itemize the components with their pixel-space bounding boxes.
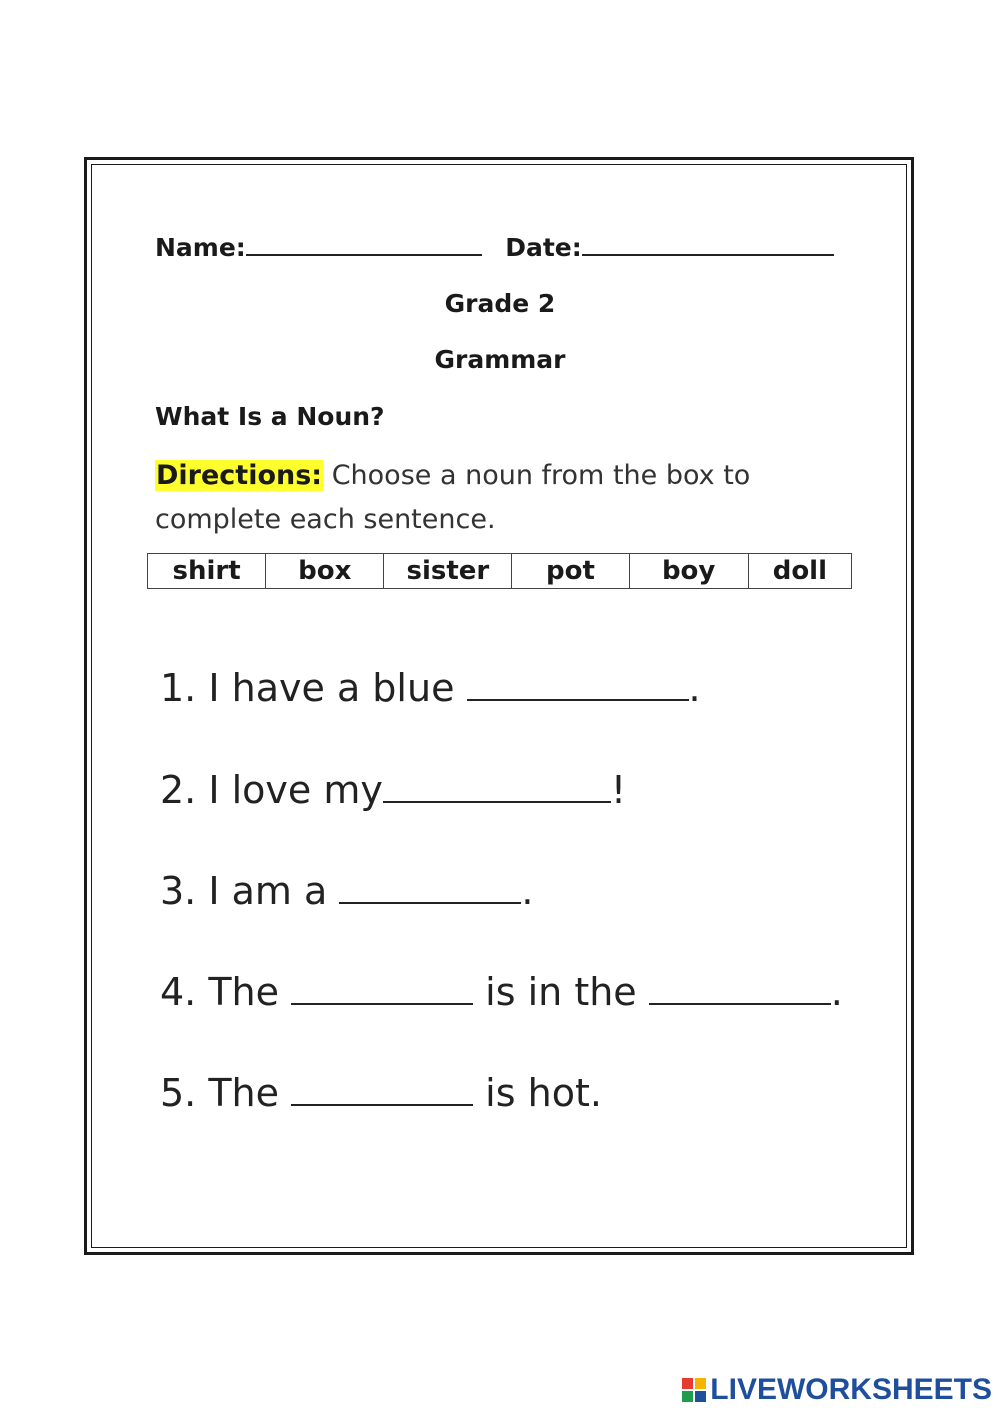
word-bank-item: boy: [630, 554, 749, 588]
sentence-text: 1. I have a blue: [160, 666, 467, 710]
date-label: Date:: [505, 233, 582, 262]
sentence-1: [160, 666, 701, 710]
subject-title: Grammar: [434, 345, 566, 374]
logo-square: [682, 1378, 693, 1389]
sentence-5: [160, 1071, 602, 1115]
sentence-text: 3. I am a: [160, 869, 340, 913]
topic-heading: What Is a Noun?: [155, 402, 385, 431]
answer-blank-3[interactable]: [339, 872, 521, 904]
name-label: Name:: [155, 233, 246, 262]
liveworksheets-logo[interactable]: [682, 1373, 992, 1407]
liveworksheets-logo-icon: [682, 1378, 706, 1402]
sentence-text: 2. I love my: [160, 768, 383, 812]
sentence-text: is hot.: [473, 1071, 602, 1115]
sentence-text: .: [830, 970, 843, 1014]
directions: [155, 454, 835, 542]
answer-blank-2[interactable]: [383, 771, 611, 803]
word-bank-item: box: [266, 554, 384, 588]
directions-label: Directions:: [156, 460, 323, 491]
sentence-text: .: [521, 869, 534, 913]
directions-text: Choose a noun from the box to complete each sentence.: [155, 460, 751, 535]
sentence-text: 4. The: [160, 970, 292, 1014]
word-bank-item: shirt: [148, 554, 266, 588]
word-bank: [147, 553, 852, 589]
brand-text: LIVEWORKSHEETS: [710, 1373, 992, 1406]
name-date-row: [155, 232, 834, 262]
sentence-text: 5. The: [160, 1071, 292, 1115]
date-field[interactable]: [582, 232, 834, 256]
sentence-text: is in the: [473, 970, 649, 1014]
sentence-text: .: [688, 666, 701, 710]
sentence-3: [160, 869, 533, 913]
answer-blank-4a[interactable]: [291, 973, 473, 1005]
word-bank-item: doll: [772, 556, 828, 586]
sentence-text: !: [610, 768, 627, 812]
logo-square: [682, 1391, 693, 1402]
word-bank-item: pot: [512, 554, 629, 588]
answer-blank-1[interactable]: [467, 669, 689, 701]
answer-blank-5[interactable]: [291, 1074, 473, 1106]
logo-square: [695, 1391, 706, 1402]
answer-blank-4b[interactable]: [649, 973, 831, 1005]
logo-square: [695, 1378, 706, 1389]
sentence-4: [160, 970, 843, 1014]
grade-title: Grade 2: [444, 289, 556, 318]
sentence-2: [160, 768, 626, 812]
word-bank-item: sister: [384, 554, 512, 588]
name-field[interactable]: [246, 232, 482, 256]
